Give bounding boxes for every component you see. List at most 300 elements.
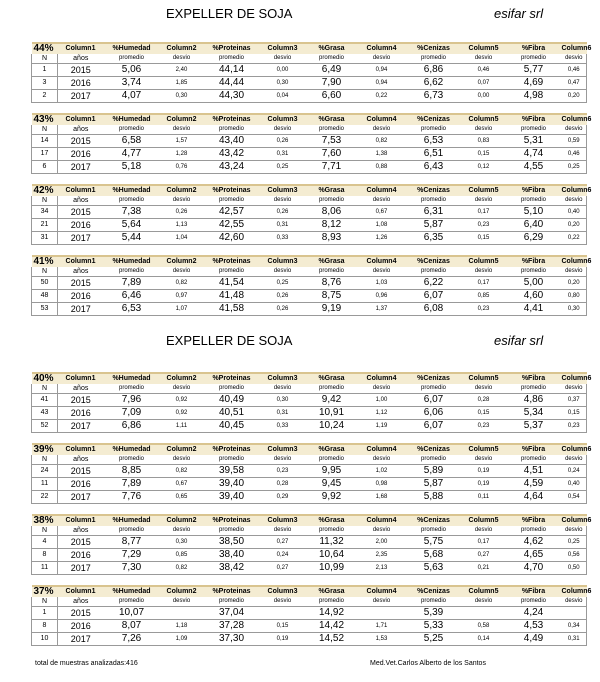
- table-cell: 8,93: [306, 232, 358, 245]
- table-cell: 1,53: [358, 633, 406, 646]
- column-header: Column2: [160, 256, 204, 267]
- table-row: [32, 633, 587, 646]
- table-cell: 5,44: [104, 232, 160, 245]
- table-cell: 5,37: [506, 420, 562, 433]
- table-cell: 0,47: [562, 77, 587, 90]
- table-cell: 0,27: [260, 562, 306, 575]
- table-cell: 0,76: [160, 161, 204, 174]
- subheader-cell: desvio: [562, 125, 587, 135]
- column-header: Column5: [462, 586, 506, 597]
- table-cell: 4,41: [506, 303, 562, 316]
- subheader-cell: desvio: [358, 455, 406, 465]
- table-row: [32, 491, 587, 504]
- table-cell: 8,06: [306, 206, 358, 219]
- subheader-cell: promedio: [306, 125, 358, 135]
- table-cell: 2,35: [358, 549, 406, 562]
- subheader-cell: desvio: [462, 196, 506, 206]
- subheader-cell: promedio: [506, 54, 562, 64]
- table-cell: 8,12: [306, 219, 358, 232]
- column-header: %Cenizas: [406, 586, 462, 597]
- table-cell: 41,58: [204, 303, 260, 316]
- subheader-cell: desvio: [358, 54, 406, 64]
- table-cell: 6,46: [104, 290, 160, 303]
- table-cell: 43,40: [204, 135, 260, 148]
- column-header: Column4: [358, 586, 406, 597]
- table-cell: 0,46: [562, 64, 587, 77]
- table-cell: 7,90: [306, 77, 358, 90]
- table-cell: 0,07: [462, 77, 506, 90]
- table-cell: 39,58: [204, 465, 260, 478]
- column-header: %Fibra: [506, 373, 562, 384]
- column-header: %Cenizas: [406, 373, 462, 384]
- table-cell: 1: [32, 607, 58, 620]
- table-cell: 1,26: [358, 232, 406, 245]
- subheader-cell: desvio: [358, 384, 406, 394]
- table-cell: 0,96: [358, 290, 406, 303]
- subheader-cell: promedio: [506, 125, 562, 135]
- table-cell: 2017: [58, 562, 104, 575]
- table-cell: 5,64: [104, 219, 160, 232]
- subheader-cell: desvio: [462, 597, 506, 607]
- table-cell: 7,60: [306, 148, 358, 161]
- subheader-cell: N: [32, 54, 58, 64]
- table-cell: 8,77: [104, 536, 160, 549]
- subheader-cell: desvio: [160, 384, 204, 394]
- column-header: Column4: [358, 185, 406, 196]
- subheader-cell: promedio: [204, 597, 260, 607]
- table-row: [32, 277, 587, 290]
- subheader-cell: promedio: [204, 196, 260, 206]
- table-cell: 4,65: [506, 549, 562, 562]
- table-cell: 2015: [58, 277, 104, 290]
- page-title-2: EXPELLER DE SOJA: [166, 333, 293, 348]
- subheader-cell: desvio: [562, 597, 587, 607]
- table-cell: 4,64: [506, 491, 562, 504]
- table-cell: 43,24: [204, 161, 260, 174]
- table-cell: 0,26: [260, 290, 306, 303]
- table-cell: 0,22: [562, 232, 587, 245]
- column-header: %Proteinas: [204, 256, 260, 267]
- table-cell: 5,87: [406, 478, 462, 491]
- column-header: %Fibra: [506, 515, 562, 526]
- column-header: Column5: [462, 185, 506, 196]
- table-cell: 2,40: [160, 64, 204, 77]
- subheader-cell: desvio: [260, 125, 306, 135]
- column-header: Column4: [358, 373, 406, 384]
- table-cell: 2015: [58, 394, 104, 407]
- table-cell: 44,30: [204, 90, 260, 103]
- table-cell: 4,60: [506, 290, 562, 303]
- column-header: %Humedad: [104, 515, 160, 526]
- column-header: Column1: [58, 515, 104, 526]
- table-cell: 0,12: [462, 161, 506, 174]
- table-cell: 6,06: [406, 407, 462, 420]
- table-cell: 0,37: [562, 394, 587, 407]
- table-row: [32, 549, 587, 562]
- table-cell: 5,18: [104, 161, 160, 174]
- subheader-cell: desvio: [260, 267, 306, 277]
- table-cell: 42,60: [204, 232, 260, 245]
- column-header: Column2: [160, 114, 204, 125]
- table-cell: 1,85: [160, 77, 204, 90]
- table-cell: 2015: [58, 607, 104, 620]
- table-cell: 0,59: [562, 135, 587, 148]
- table-cell: 2015: [58, 135, 104, 148]
- table-cell: 0,20: [562, 90, 587, 103]
- table-cell: 0,21: [462, 562, 506, 575]
- table-cell: 1,04: [160, 232, 204, 245]
- table-cell: 10,24: [306, 420, 358, 433]
- table-cell: 0,15: [462, 148, 506, 161]
- table-cell: 9,19: [306, 303, 358, 316]
- column-header: Column4: [358, 515, 406, 526]
- table-cell: 0,30: [160, 90, 204, 103]
- data-table-44pct: [31, 42, 592, 103]
- protein-percent-label: 40%: [32, 373, 58, 384]
- column-header: %Grasa: [306, 43, 358, 54]
- column-header: Column5: [462, 114, 506, 125]
- subheader-cell: años: [58, 54, 104, 64]
- table-cell: 0,46: [462, 64, 506, 77]
- table-cell: 2017: [58, 161, 104, 174]
- subheader-cell: desvio: [462, 455, 506, 465]
- table-cell: [160, 607, 204, 620]
- table-cell: 4,24: [506, 607, 562, 620]
- table-cell: 7,53: [306, 135, 358, 148]
- column-header: %Cenizas: [406, 43, 462, 54]
- column-header: %Cenizas: [406, 515, 462, 526]
- table-cell: 0,19: [462, 465, 506, 478]
- subheader-cell: desvio: [358, 196, 406, 206]
- table-row: [32, 536, 587, 549]
- table-cell: 0,67: [358, 206, 406, 219]
- table-cell: 0,26: [260, 206, 306, 219]
- table-cell: 8: [32, 620, 58, 633]
- table-cell: 1,71: [358, 620, 406, 633]
- table-cell: 2016: [58, 407, 104, 420]
- table-row: [32, 607, 587, 620]
- table-cell: 1,18: [160, 620, 204, 633]
- column-header: Column3: [260, 515, 306, 526]
- subheader-cell: desvio: [160, 526, 204, 536]
- subheader-cell: desvio: [160, 125, 204, 135]
- table-cell: 44,44: [204, 77, 260, 90]
- column-header: Column1: [58, 444, 104, 455]
- subheader-cell: promedio: [406, 196, 462, 206]
- table-cell: 0,23: [462, 420, 506, 433]
- table-row: [32, 148, 587, 161]
- column-header: Column6: [561, 446, 592, 453]
- subheader-cell: promedio: [104, 526, 160, 536]
- table-cell: 6,31: [406, 206, 462, 219]
- table-cell: 0,19: [260, 633, 306, 646]
- table-cell: 5,63: [406, 562, 462, 575]
- table-cell: 10,07: [104, 607, 160, 620]
- protein-percent-label: 44%: [32, 43, 58, 54]
- subheader-cell: desvio: [462, 526, 506, 536]
- column-header: %Proteinas: [204, 185, 260, 196]
- table-cell: 7,26: [104, 633, 160, 646]
- subheader-cell: promedio: [506, 267, 562, 277]
- table-cell: 0,46: [562, 148, 587, 161]
- table-cell: 0,31: [260, 407, 306, 420]
- table-cell: 1,07: [160, 303, 204, 316]
- table-cell: 8: [32, 549, 58, 562]
- table-row: [32, 64, 587, 77]
- subheader-cell: promedio: [204, 267, 260, 277]
- column-header: %Grasa: [306, 444, 358, 455]
- column-header: %Proteinas: [204, 515, 260, 526]
- signature: Med.Vet.Carlos Alberto de los Santos: [370, 660, 486, 667]
- table-cell: 2017: [58, 420, 104, 433]
- column-header: Column3: [260, 256, 306, 267]
- column-header: %Proteinas: [204, 373, 260, 384]
- table-cell: 0,88: [358, 161, 406, 174]
- table-cell: 0,30: [160, 536, 204, 549]
- table-cell: 6: [32, 161, 58, 174]
- column-header: Column1: [58, 185, 104, 196]
- subheader-cell: años: [58, 526, 104, 536]
- table-cell: 7,89: [104, 478, 160, 491]
- table-cell: 44,14: [204, 64, 260, 77]
- table-cell: 2016: [58, 77, 104, 90]
- table-cell: 38,40: [204, 549, 260, 562]
- column-header: Column1: [58, 114, 104, 125]
- table-cell: 8,85: [104, 465, 160, 478]
- column-header: Column3: [260, 444, 306, 455]
- subheader-cell: promedio: [506, 455, 562, 465]
- table-cell: 0,92: [160, 407, 204, 420]
- table-row: [32, 90, 587, 103]
- table-cell: 4,49: [506, 633, 562, 646]
- subheader-cell: desvio: [562, 196, 587, 206]
- protein-percent-label: 39%: [32, 444, 58, 455]
- subheader-cell: desvio: [260, 455, 306, 465]
- table-cell: 43,42: [204, 148, 260, 161]
- table-cell: 53: [32, 303, 58, 316]
- table-cell: 0,26: [160, 206, 204, 219]
- column-header: %Fibra: [506, 256, 562, 267]
- table-cell: 0,23: [562, 420, 587, 433]
- table-cell: 43: [32, 407, 58, 420]
- table-cell: 24: [32, 465, 58, 478]
- table-cell: 0,50: [562, 562, 587, 575]
- table-cell: 4,07: [104, 90, 160, 103]
- table-cell: 6,49: [306, 64, 358, 77]
- table-cell: 6,53: [104, 303, 160, 316]
- table-cell: 2017: [58, 491, 104, 504]
- table-cell: 4,74: [506, 148, 562, 161]
- table-cell: 0,54: [562, 491, 587, 504]
- table-cell: 0,27: [260, 536, 306, 549]
- data-table-40pct: [31, 372, 592, 433]
- table-cell: 2015: [58, 64, 104, 77]
- subheader-cell: promedio: [406, 526, 462, 536]
- subheader-cell: desvio: [462, 267, 506, 277]
- protein-percent-label: 42%: [32, 185, 58, 196]
- table-cell: 2016: [58, 478, 104, 491]
- column-header: %Cenizas: [406, 444, 462, 455]
- table-cell: 7,76: [104, 491, 160, 504]
- column-header: %Grasa: [306, 515, 358, 526]
- column-header: %Proteinas: [204, 114, 260, 125]
- table-cell: 0,25: [562, 536, 587, 549]
- table-cell: 0,26: [260, 303, 306, 316]
- table-cell: 14,52: [306, 633, 358, 646]
- table-cell: 2017: [58, 232, 104, 245]
- table-cell: 6,07: [406, 420, 462, 433]
- table-cell: 0,20: [562, 277, 587, 290]
- table-cell: 1,37: [358, 303, 406, 316]
- table-cell: 0,23: [462, 303, 506, 316]
- table-cell: 1,11: [160, 420, 204, 433]
- table-cell: 1,57: [160, 135, 204, 148]
- subheader-cell: promedio: [104, 196, 160, 206]
- table-cell: [358, 607, 406, 620]
- table-cell: 22: [32, 491, 58, 504]
- column-header: Column2: [160, 185, 204, 196]
- table-cell: 1,08: [358, 219, 406, 232]
- brand-name: esifar srl: [494, 6, 544, 21]
- table-cell: 4,86: [506, 394, 562, 407]
- table-cell: 37,30: [204, 633, 260, 646]
- subheader-cell: desvio: [260, 597, 306, 607]
- table-cell: 7,71: [306, 161, 358, 174]
- subheader-cell: desvio: [562, 267, 587, 277]
- subheader-cell: promedio: [104, 267, 160, 277]
- table-row: [32, 290, 587, 303]
- subheader-cell: promedio: [104, 384, 160, 394]
- table-cell: 5,25: [406, 633, 462, 646]
- table-cell: 8,75: [306, 290, 358, 303]
- table-cell: 2017: [58, 90, 104, 103]
- table-cell: 5,00: [506, 277, 562, 290]
- column-header: %Humedad: [104, 256, 160, 267]
- table-cell: 11: [32, 562, 58, 575]
- subheader-cell: desvio: [562, 526, 587, 536]
- table-cell: 38,42: [204, 562, 260, 575]
- table-cell: 2015: [58, 465, 104, 478]
- data-table-37pct: [31, 585, 592, 646]
- subheader-cell: promedio: [406, 455, 462, 465]
- table-cell: 0,31: [562, 633, 587, 646]
- subheader-cell: N: [32, 526, 58, 536]
- column-header: Column1: [58, 586, 104, 597]
- table-cell: 6,51: [406, 148, 462, 161]
- table-cell: 1: [32, 64, 58, 77]
- subheader-cell: promedio: [104, 455, 160, 465]
- table-cell: 1,12: [358, 407, 406, 420]
- table-cell: 14,42: [306, 620, 358, 633]
- table-cell: 52: [32, 420, 58, 433]
- table-cell: 5,39: [406, 607, 462, 620]
- subheader-cell: promedio: [204, 455, 260, 465]
- column-header: Column6: [561, 116, 592, 123]
- table-cell: 0,25: [562, 161, 587, 174]
- column-header: Column5: [462, 256, 506, 267]
- table-cell: 6,62: [406, 77, 462, 90]
- subheader-cell: desvio: [562, 54, 587, 64]
- table-cell: 4,70: [506, 562, 562, 575]
- column-header: %Humedad: [104, 185, 160, 196]
- column-header: Column2: [160, 515, 204, 526]
- table-cell: 34: [32, 206, 58, 219]
- column-header: Column3: [260, 185, 306, 196]
- table-cell: 0,58: [462, 620, 506, 633]
- table-row: [32, 219, 587, 232]
- table-cell: 0,85: [462, 290, 506, 303]
- table-cell: 0,25: [260, 277, 306, 290]
- table-cell: 0,14: [462, 633, 506, 646]
- table-cell: 0,17: [462, 277, 506, 290]
- column-header: Column1: [58, 43, 104, 54]
- table-cell: 0,82: [160, 562, 204, 575]
- table-cell: 0,30: [260, 394, 306, 407]
- table-cell: 11,32: [306, 536, 358, 549]
- table-cell: 0,82: [358, 135, 406, 148]
- table-cell: 0,65: [160, 491, 204, 504]
- subheader-cell: N: [32, 597, 58, 607]
- column-header: %Grasa: [306, 114, 358, 125]
- table-cell: 37,28: [204, 620, 260, 633]
- table-row: [32, 394, 587, 407]
- table-row: [32, 562, 587, 575]
- table-cell: 10,64: [306, 549, 358, 562]
- table-cell: 17: [32, 148, 58, 161]
- table-cell: 3,74: [104, 77, 160, 90]
- subheader-cell: promedio: [204, 384, 260, 394]
- table-cell: [562, 607, 587, 620]
- table-cell: 6,29: [506, 232, 562, 245]
- table-cell: 1,28: [160, 148, 204, 161]
- table-cell: 1,38: [358, 148, 406, 161]
- table-cell: 6,86: [104, 420, 160, 433]
- table-cell: 7,30: [104, 562, 160, 575]
- subheader-cell: promedio: [306, 597, 358, 607]
- table-cell: 0,30: [260, 77, 306, 90]
- table-cell: 0,04: [260, 90, 306, 103]
- table-cell: 14: [32, 135, 58, 148]
- table-cell: 1,19: [358, 420, 406, 433]
- column-header: %Fibra: [506, 444, 562, 455]
- column-header: Column4: [358, 43, 406, 54]
- subheader-cell: promedio: [306, 54, 358, 64]
- table-cell: 4,98: [506, 90, 562, 103]
- table-cell: 39,40: [204, 478, 260, 491]
- subheader-cell: promedio: [204, 54, 260, 64]
- column-header: Column1: [58, 256, 104, 267]
- table-row: [32, 232, 587, 245]
- table-cell: 6,07: [406, 290, 462, 303]
- subheader-cell: promedio: [506, 384, 562, 394]
- total-samples: total de muestras analizadas:416: [35, 660, 138, 667]
- column-header: %Proteinas: [204, 444, 260, 455]
- table-cell: 0,29: [260, 491, 306, 504]
- data-table-41pct: [31, 255, 592, 316]
- column-header: %Proteinas: [204, 586, 260, 597]
- table-cell: 1,02: [358, 465, 406, 478]
- subheader-cell: años: [58, 267, 104, 277]
- subheader-cell: N: [32, 267, 58, 277]
- subheader-cell: promedio: [104, 54, 160, 64]
- table-cell: 2015: [58, 206, 104, 219]
- subheader-cell: años: [58, 455, 104, 465]
- table-cell: 50: [32, 277, 58, 290]
- column-header: %Fibra: [506, 185, 562, 196]
- table-cell: 5,06: [104, 64, 160, 77]
- table-cell: 2016: [58, 148, 104, 161]
- table-cell: 1,13: [160, 219, 204, 232]
